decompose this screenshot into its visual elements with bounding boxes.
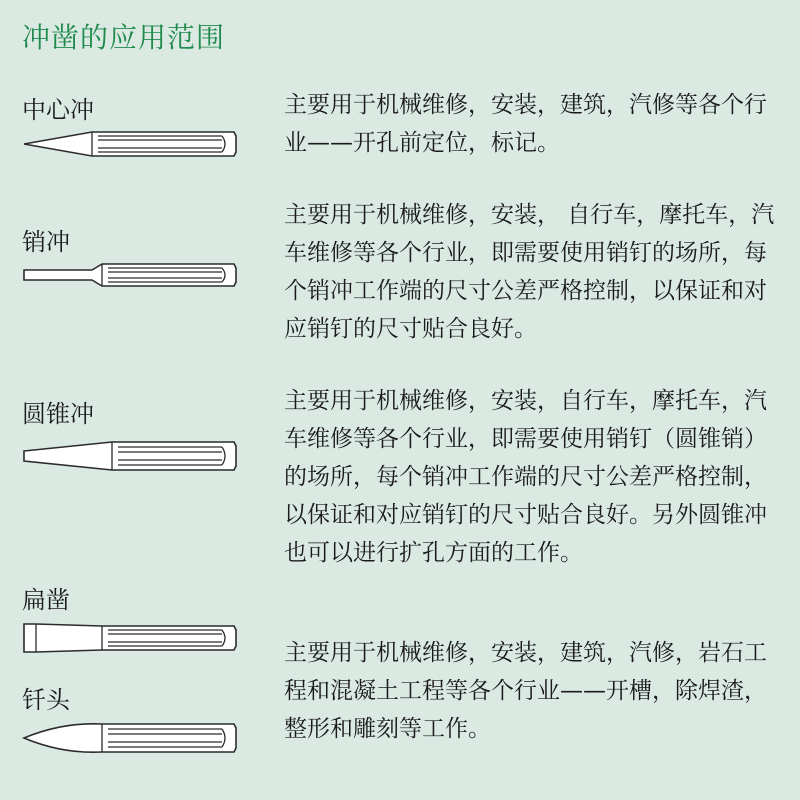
pin-punch-icon: [22, 260, 242, 290]
center-punch-icon: [22, 126, 242, 162]
taper-punch-icon: [22, 438, 242, 474]
page-title: 冲凿的应用范围: [22, 21, 226, 54]
center-punch-description: 主要用于机械维修，安装，建筑，汽修等各个行业——开孔前定位，标记。: [284, 92, 767, 156]
taper-punch-label: 圆锥冲: [22, 400, 94, 428]
pin-punch-description: 主要用于机械维修，安装， 自行车，摩托车，汽车维修等各个行业，即需要使用销钉的场所，每个销冲工作端的尺寸公差严格控制，以保证和对应销钉的尺寸贴合良好。: [284, 202, 775, 342]
pin-punch-label: 销冲: [22, 228, 70, 256]
point-chisel-icon: [22, 718, 242, 758]
flat-chisel-label: 扁凿: [22, 586, 70, 614]
flat-chisel-icon: [22, 620, 242, 656]
chisel-description: 主要用于机械维修，安装，建筑，汽修，岩石工程和混凝土工程等各个行业——开槽，除焊渣，整形和雕刻等工作。: [284, 640, 767, 742]
point-chisel-label: 钎头: [22, 686, 70, 714]
taper-punch-description: 主要用于机械维修，安装，自行车，摩托车，汽车维修等各个行业，即需要使用销钉（圆锥销）的场所，每个销冲工作端的尺寸公差严格控制，以保证和对应销钉的尺寸贴合良好。另外圆锥冲也可以进行扩孔方面的工作。: [284, 388, 767, 566]
center-punch-label: 中心冲: [22, 96, 94, 124]
